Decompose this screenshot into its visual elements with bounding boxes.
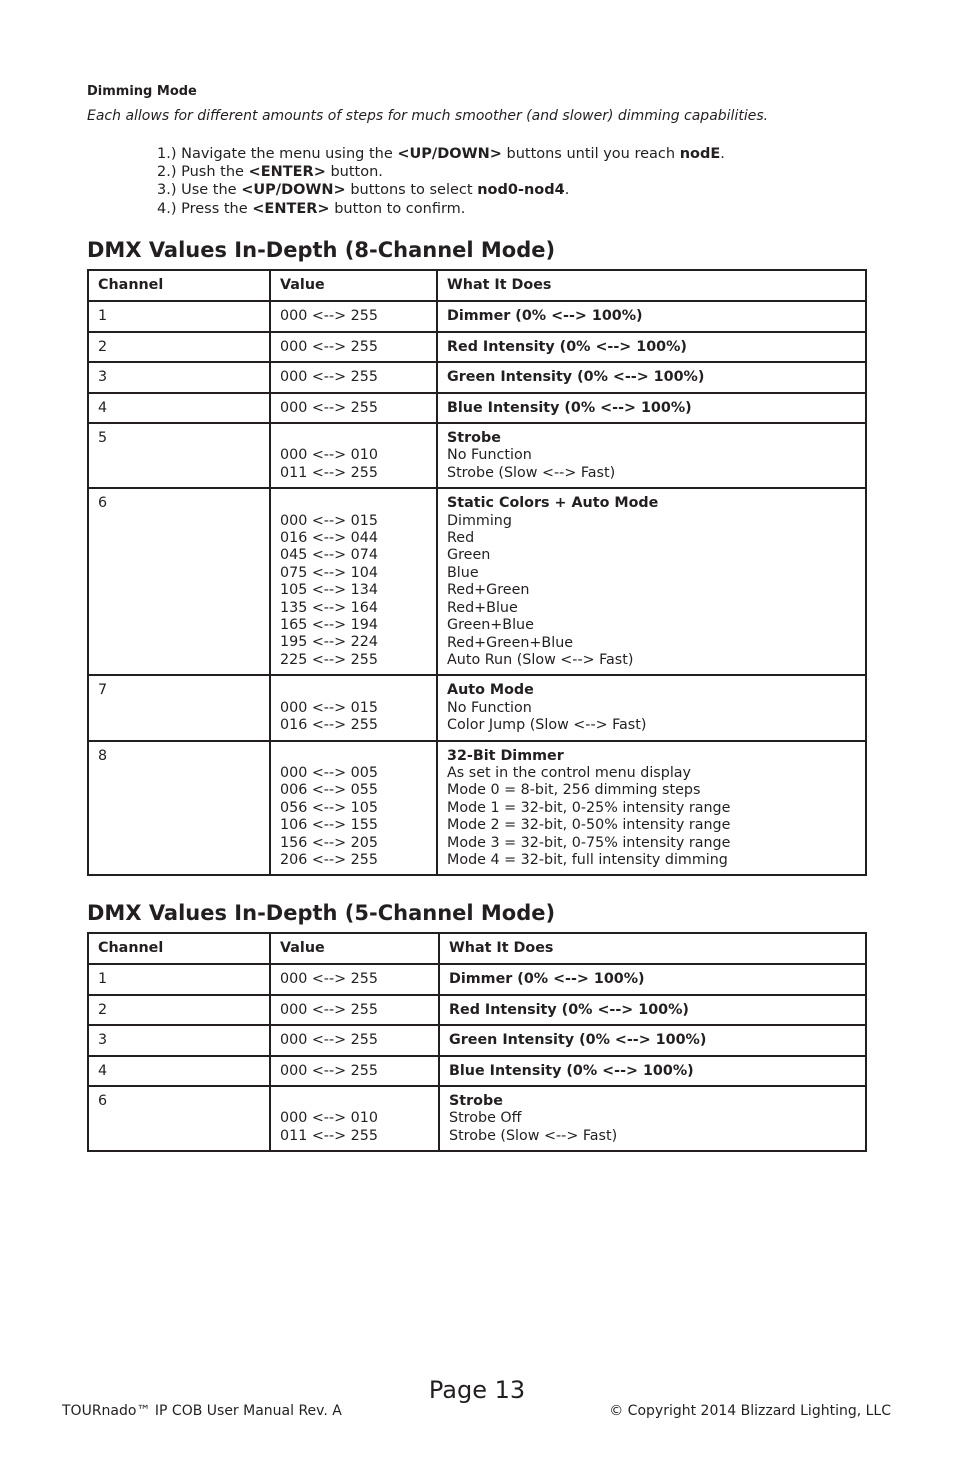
- table-row: [88, 995, 866, 1025]
- value-cell: [270, 1025, 439, 1055]
- function-cell: [439, 1086, 866, 1151]
- dmx-value-range: 000 <--> 255: [280, 1001, 378, 1018]
- function-cell: [439, 1025, 866, 1055]
- dmx-table-8-channel: [87, 269, 867, 876]
- dmx-value-range: 006 <--> 055: [280, 782, 378, 799]
- function-cell: [437, 393, 866, 423]
- dmx-value-range: 000 <--> 015: [280, 699, 378, 716]
- function-title: Static Colors + Auto Mode: [447, 495, 659, 512]
- function-cell: [437, 675, 866, 740]
- value-cell: [270, 362, 437, 392]
- channel-cell: [88, 488, 270, 675]
- function-detail: Mode 2 = 32-bit, 0-50% intensity range: [447, 817, 731, 834]
- function-detail: Mode 3 = 32-bit, 0-75% intensity range: [447, 834, 731, 851]
- table-row: [88, 332, 866, 362]
- function-title: Dimmer (0% <--> 100%): [449, 971, 645, 988]
- channel-number: 5: [98, 430, 108, 447]
- function-title: Strobe: [449, 1093, 503, 1110]
- function-cell: [437, 488, 866, 675]
- page-number: Page 13: [428, 1376, 526, 1404]
- dmx-value-range: 156 <--> 205: [280, 834, 378, 851]
- channel-cell: [88, 362, 270, 392]
- table-row: [88, 675, 866, 740]
- function-detail: Mode 0 = 8-bit, 256 dimming steps: [447, 782, 701, 799]
- function-detail: Strobe (Slow <--> Fast): [449, 1127, 618, 1144]
- function-cell: [439, 1056, 866, 1086]
- function-title: Auto Mode: [447, 682, 534, 699]
- table-row: [88, 423, 866, 488]
- channel-number: 8: [98, 747, 108, 764]
- value-cell: [270, 488, 437, 675]
- dmx-value-range: 000 <--> 255: [280, 369, 378, 386]
- table-header-row: [88, 933, 866, 964]
- table-header-row: [88, 270, 866, 301]
- function-detail: No Function: [447, 699, 532, 716]
- function-cell: [437, 301, 866, 331]
- dmx-value-range: 000 <--> 255: [280, 338, 378, 355]
- function-title: Strobe: [447, 430, 501, 447]
- dmx-value-range: 000 <--> 015: [280, 512, 378, 529]
- dmx-value-range: 000 <--> 255: [280, 308, 378, 325]
- value-cell: [270, 1056, 439, 1086]
- function-title: Red Intensity (0% <--> 100%): [447, 338, 687, 355]
- header-channel: Channel: [88, 270, 270, 301]
- function-cell: [439, 995, 866, 1025]
- dmx-value-range: 045 <--> 074: [280, 547, 378, 564]
- dimming-mode-heading: Dimming Mode: [87, 84, 197, 99]
- dmx-value-range: 105 <--> 134: [280, 582, 378, 599]
- channel-number: 3: [98, 369, 108, 386]
- function-title: Dimmer (0% <--> 100%): [447, 308, 643, 325]
- function-title: Blue Intensity (0% <--> 100%): [447, 399, 692, 416]
- step-2: 2.) Push the <ENTER> button.: [157, 164, 383, 181]
- dmx-value-range: 056 <--> 105: [280, 799, 378, 816]
- channel-number: 2: [98, 1001, 108, 1018]
- header-what-it-does: What It Does: [439, 933, 866, 964]
- header-value: Value: [270, 270, 437, 301]
- dmx-value-range: 011 <--> 255: [280, 464, 378, 481]
- table-row: [88, 741, 866, 876]
- function-title: 32-Bit Dimmer: [447, 747, 564, 764]
- channel-number: 7: [98, 682, 108, 699]
- dmx-value-range: 000 <--> 255: [280, 399, 378, 416]
- dmx-value-range: 016 <--> 255: [280, 717, 378, 734]
- function-detail: Red: [447, 530, 475, 547]
- channel-number: 3: [98, 1032, 108, 1049]
- value-cell: [270, 301, 437, 331]
- footer-copyright: © Copyright 2014 Blizzard Lighting, LLC: [609, 1403, 891, 1419]
- function-title: Red Intensity (0% <--> 100%): [449, 1001, 689, 1018]
- channel-cell: [88, 675, 270, 740]
- dmx-value-range: 206 <--> 255: [280, 851, 378, 868]
- function-cell: [437, 332, 866, 362]
- function-title: Green Intensity (0% <--> 100%): [447, 369, 705, 386]
- function-detail: Color Jump (Slow <--> Fast): [447, 717, 647, 734]
- dmx-value-range: 165 <--> 194: [280, 617, 378, 634]
- channel-cell: [88, 1056, 270, 1086]
- channel-cell: [88, 741, 270, 876]
- function-title: Green Intensity (0% <--> 100%): [449, 1032, 707, 1049]
- table-row: [88, 362, 866, 392]
- value-cell: [270, 995, 439, 1025]
- table-row: [88, 393, 866, 423]
- step-1: 1.) Navigate the menu using the <UP/DOWN> buttons until you reach nodE.: [157, 146, 725, 162]
- step-3: 3.) Use the <UP/DOWN> buttons to select nod0-nod4.: [157, 182, 570, 199]
- step-4: 4.) Press the <ENTER> button to confirm.: [157, 200, 466, 217]
- channel-cell: [88, 1025, 270, 1055]
- dmx-value-range: 225 <--> 255: [280, 651, 378, 668]
- dmx-value-range: 135 <--> 164: [280, 599, 378, 616]
- dmx-value-range: 000 <--> 010: [280, 447, 378, 464]
- function-detail: Strobe (Slow <--> Fast): [447, 464, 616, 481]
- dmx-value-range: 000 <--> 255: [280, 971, 378, 988]
- dmx-value-range: 000 <--> 005: [280, 764, 378, 781]
- function-cell: [437, 741, 866, 876]
- table-row: [88, 301, 866, 331]
- dmx-value-range: 106 <--> 155: [280, 817, 378, 834]
- channel-number: 1: [98, 971, 108, 988]
- function-detail: Mode 1 = 32-bit, 0-25% intensity range: [447, 799, 731, 816]
- function-detail: As set in the control menu display: [447, 764, 692, 781]
- channel-cell: [88, 1086, 270, 1151]
- function-detail: Green: [447, 547, 491, 564]
- footer-manual-title: TOURnado™ IP COB User Manual Rev. A: [62, 1403, 342, 1419]
- channel-number: 4: [98, 399, 108, 416]
- channel-cell: [88, 393, 270, 423]
- table-row: [88, 488, 866, 675]
- channel-number: 4: [98, 1062, 108, 1079]
- section-title-5-channel: DMX Values In-Depth (5-Channel Mode): [87, 901, 556, 925]
- function-detail: Dimming: [447, 512, 512, 529]
- function-detail: Blue: [447, 564, 479, 581]
- function-title: Blue Intensity (0% <--> 100%): [449, 1062, 694, 1079]
- function-detail: Auto Run (Slow <--> Fast): [447, 651, 634, 668]
- function-detail: Green+Blue: [447, 617, 534, 634]
- dmx-value-range: 011 <--> 255: [280, 1127, 378, 1144]
- header-channel: Channel: [88, 933, 270, 964]
- value-cell: [270, 1086, 439, 1151]
- dmx-table-5-channel: [87, 932, 867, 1152]
- table-row: [88, 964, 866, 994]
- dmx-value-range: 000 <--> 255: [280, 1062, 378, 1079]
- function-detail: Red+Green+Blue: [447, 634, 574, 651]
- dmx-value-range: 195 <--> 224: [280, 634, 378, 651]
- value-cell: [270, 393, 437, 423]
- function-detail: Mode 4 = 32-bit, full intensity dimming: [447, 851, 728, 868]
- function-cell: [437, 362, 866, 392]
- function-detail: Red+Blue: [447, 599, 518, 616]
- channel-number: 2: [98, 338, 108, 355]
- dimming-mode-intro: Each allows for different amounts of steps for much smoother (and slower) dimming capabilities.: [87, 108, 769, 124]
- channel-number: 1: [98, 308, 108, 325]
- header-what-it-does: What It Does: [437, 270, 866, 301]
- dmx-value-range: 000 <--> 010: [280, 1110, 378, 1127]
- channel-cell: [88, 995, 270, 1025]
- function-cell: [439, 964, 866, 994]
- channel-number: 6: [98, 495, 108, 512]
- function-detail: Red+Green: [447, 582, 530, 599]
- dmx-value-range: 000 <--> 255: [280, 1032, 378, 1049]
- channel-number: 6: [98, 1093, 108, 1110]
- dmx-value-range: 016 <--> 044: [280, 530, 378, 547]
- function-detail: No Function: [447, 447, 532, 464]
- table-row: [88, 1086, 866, 1151]
- function-detail: Strobe Off: [449, 1110, 522, 1127]
- dimming-steps-list: [157, 145, 725, 218]
- channel-cell: [88, 423, 270, 488]
- value-cell: [270, 332, 437, 362]
- value-cell: [270, 423, 437, 488]
- section-title-8-channel: DMX Values In-Depth (8-Channel Mode): [87, 238, 556, 262]
- channel-cell: [88, 301, 270, 331]
- function-cell: [437, 423, 866, 488]
- table-row: [88, 1056, 866, 1086]
- dmx-value-range: 075 <--> 104: [280, 564, 378, 581]
- table-row: [88, 1025, 866, 1055]
- channel-cell: [88, 332, 270, 362]
- channel-cell: [88, 964, 270, 994]
- value-cell: [270, 741, 437, 876]
- value-cell: [270, 675, 437, 740]
- header-value: Value: [270, 933, 439, 964]
- value-cell: [270, 964, 439, 994]
